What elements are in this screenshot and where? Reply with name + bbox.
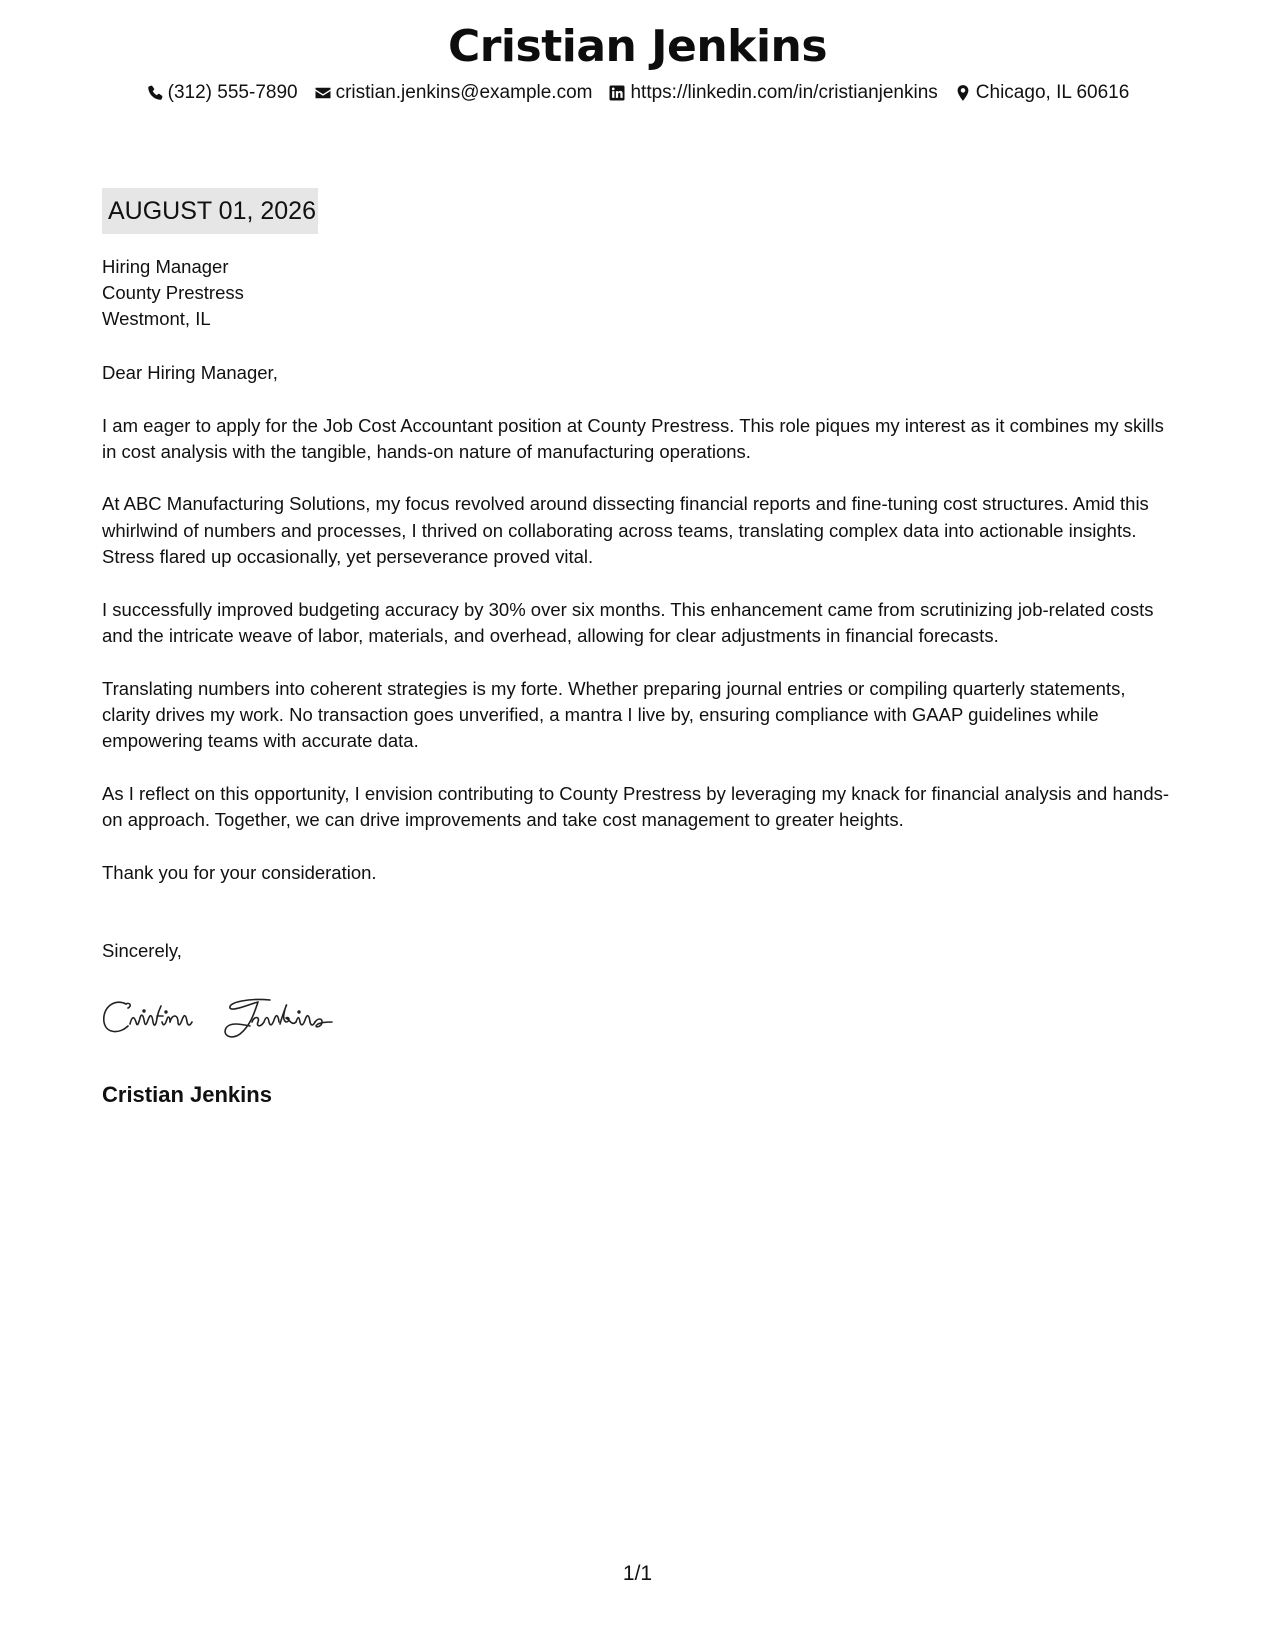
letter-body [102,360,1177,912]
map-pin-icon [954,84,972,102]
letter-header [0,18,1275,106]
handwritten-signature [100,992,360,1042]
recipient-company: County Prestress [102,282,244,303]
location-text: Chicago, IL 60616 [975,82,1130,103]
contact-phone [146,80,298,106]
phone-text: (312) 555-7890 [167,82,298,103]
applicant-name: Cristian Jenkins [447,21,828,72]
email-text[interactable]: cristian.jenkins@example.com [335,82,593,103]
recipient-location: Westmont, IL [102,308,211,329]
salutation: Dear Hiring Manager, [102,362,278,383]
envelope-icon [314,84,332,102]
contact-linkedin[interactable] [608,80,937,106]
thank-you-line: Thank you for your consideration. [102,861,377,883]
body-paragraph: I am eager to apply for the Job Cost Accountant position at County Prestress. This role piques my interest as it combines my skills in cost analysis with the tangible, hands-on nature of manufacturing operations. [102,414,1164,462]
body-paragraph: I successfully improved budgeting accuracy by 30% over six months. This enhancement came from scrutinizing job-related costs and the intricate weave of labor, materials, and overhead, allowing for clear adjustments in financial forecasts. [102,598,1154,646]
linkedin-text[interactable]: https://linkedin.com/in/cristianjenkins [630,82,938,103]
letter-date: AUGUST 01, 2026 [102,188,318,234]
contact-info [0,80,1275,106]
recipient-block [102,254,244,332]
phone-icon [146,84,164,102]
signed-name: Cristian Jenkins [102,1082,272,1107]
page-number: 1/1 [622,1562,653,1585]
linkedin-icon [608,84,626,102]
closing: Sincerely, [102,940,182,961]
contact-location [954,80,1130,106]
recipient-title: Hiring Manager [102,256,229,277]
body-paragraph: At ABC Manufacturing Solutions, my focus revolved around dissecting financial reports and fine-tuning cost structures. Amid this whirlwind of numbers and processes, I thrived on collaborating across teams, translating complex data into actionable insights. Stress flared up occasionally, yet perseverance proved vital. [102,493,1149,568]
body-paragraph: As I reflect on this opportunity, I envision contributing to County Prestress by leveraging my knack for financial analysis and hands-on approach. Together, we can drive improvements and take cost management to greater heights. [102,782,1170,831]
contact-email[interactable] [314,80,593,106]
body-paragraph: Translating numbers into coherent strategies is my forte. Whether preparing journal entries or compiling quarterly statements, clarity drives my work. No transaction goes unverified, a mantra I live by, ensuring compliance with GAAP guidelines while empowering teams with accurate data. [102,677,1126,752]
